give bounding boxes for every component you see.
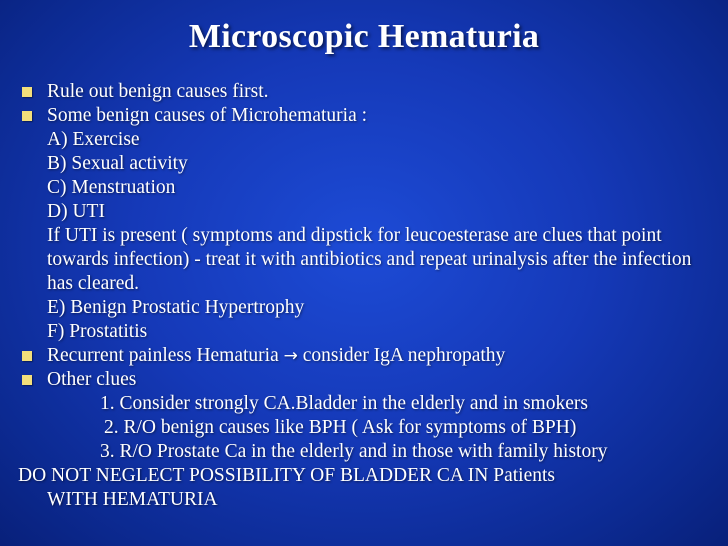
square-bullet-icon <box>22 111 32 121</box>
bullet-text: Rule out benign causes first. <box>47 81 269 102</box>
slide-body <box>0 80 728 512</box>
warning-line-1: DO NOT NEGLECT POSSIBILITY OF BLADDER CA IN Patients <box>18 465 555 486</box>
bullet-item <box>0 368 728 392</box>
bullet-item <box>0 344 728 368</box>
sub-item-prostatitis: F) Prostatitis <box>47 321 148 342</box>
bullet-text: Some benign causes of Microhematuria : <box>47 105 368 126</box>
uti-note: If UTI is present ( symptoms and dipstick for leucoesterase are clues that point towards infection) - treat it with antibiotics and repeat urinalysis after the infection has cleared. <box>47 225 692 294</box>
bullet-text: Other clues <box>47 369 137 390</box>
square-bullet-icon <box>22 87 32 97</box>
sub-item-exercise: A) Exercise <box>47 129 140 150</box>
sub-item-menstruation: C) Menstruation <box>47 177 176 198</box>
sub-item-uti: D) UTI <box>47 201 105 222</box>
warning-line-2: WITH HEMATURIA <box>47 489 218 510</box>
sub-item-bph: E) Benign Prostatic Hypertrophy <box>47 297 305 318</box>
square-bullet-icon <box>22 351 32 361</box>
bullet-text <box>47 344 722 368</box>
bullet-item <box>0 104 728 344</box>
bullet-text-post: consider IgA nephropathy <box>302 345 506 366</box>
arrow-right-icon: → <box>283 346 298 366</box>
clue-item-2: 2. R/O benign causes like BPH ( Ask for symptoms of BPH) <box>104 417 577 438</box>
clue-item-1: 1. Consider strongly CA.Bladder in the elderly and in smokers <box>100 393 588 414</box>
bullet-item <box>0 80 728 104</box>
warning-text <box>0 464 728 512</box>
square-bullet-icon <box>22 375 32 385</box>
sub-item-sexual-activity: B) Sexual activity <box>47 153 188 174</box>
slide-title: Microscopic Hematuria <box>188 18 540 55</box>
clue-item-3: 3. R/O Prostate Ca in the elderly and in those with family history <box>100 441 608 462</box>
bullet-text-pre: Recurrent painless Hematuria <box>47 345 279 366</box>
